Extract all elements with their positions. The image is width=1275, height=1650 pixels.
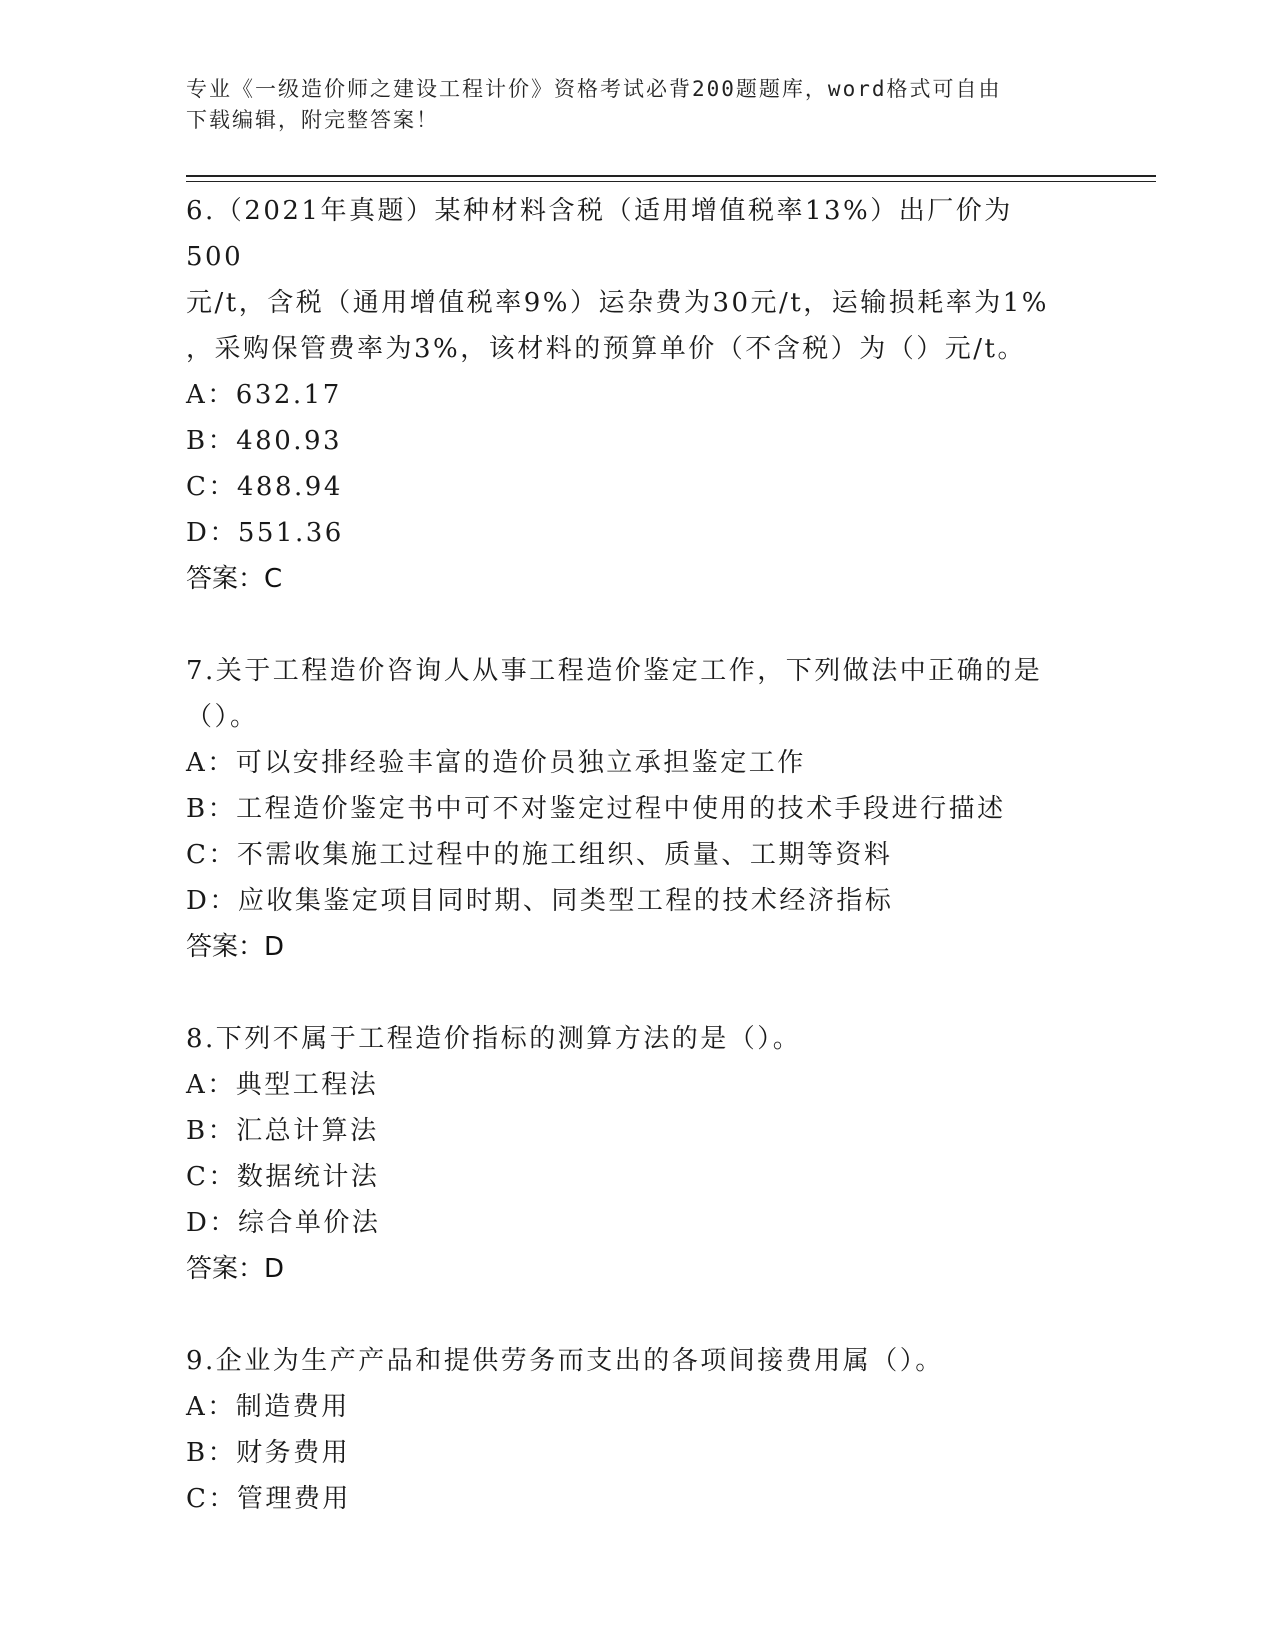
option-a: A：632.17 xyxy=(186,380,342,410)
answer-label: 答案：D xyxy=(186,1254,285,1284)
header-line-2: 下载编辑，附完整答案！ xyxy=(186,108,439,132)
question-list xyxy=(186,188,1066,1522)
option-a: A：制造费用 xyxy=(186,1392,350,1422)
answer-label: 答案：D xyxy=(186,932,285,962)
option-d: D：应收集鉴定项目同时期、同类型工程的技术经济指标 xyxy=(186,886,894,916)
option-c: C：数据统计法 xyxy=(186,1162,380,1192)
question-text-line: 元/t，含税（通用增值税率9%）运杂费为30元/t，运输损耗率为1% xyxy=(186,288,1049,318)
spacer xyxy=(186,602,1066,648)
header-divider-thick xyxy=(186,175,1156,177)
option-c: C：488.94 xyxy=(186,472,343,502)
option-d: D：综合单价法 xyxy=(186,1208,381,1238)
question-7 xyxy=(186,648,1066,970)
question-text-line: （）。 xyxy=(186,702,259,732)
option-a: A：可以安排经验丰富的造价员独立承担鉴定工作 xyxy=(186,748,806,778)
option-b: B：工程造价鉴定书中可不对鉴定过程中使用的技术手段进行描述 xyxy=(186,794,1006,824)
question-text-line: 9.企业为生产产品和提供劳务而支出的各项间接费用属（）。 xyxy=(186,1346,944,1376)
option-b: B：财务费用 xyxy=(186,1438,351,1468)
answer-label: 答案：C xyxy=(186,564,283,594)
question-8 xyxy=(186,1016,1066,1292)
option-d: D：551.36 xyxy=(186,518,344,548)
option-b: B：汇总计算法 xyxy=(186,1116,379,1146)
spacer xyxy=(186,1292,1066,1338)
question-text-line: 8.下列不属于工程造价指标的测算方法的是（）。 xyxy=(186,1024,802,1054)
option-b: B：480.93 xyxy=(186,426,343,456)
header-divider-thin xyxy=(186,181,1156,182)
question-text-line: 6.（2021年真题）某种材料含税（适用增值税率13%）出厂价为500 xyxy=(186,196,1013,272)
spacer xyxy=(186,970,1066,1016)
question-text-line: 7.关于工程造价咨询人从事工程造价鉴定工作，下列做法中正确的是 xyxy=(186,656,1043,686)
question-6 xyxy=(186,188,1066,602)
document-header xyxy=(186,74,1086,136)
option-c: C：管理费用 xyxy=(186,1484,351,1514)
question-text-line: ，采购保管费率为3%，该材料的预算单价（不含税）为（）元/t。 xyxy=(186,334,1026,364)
header-line-1: 专业《一级造价师之建设工程计价》资格考试必背200题题库，word格式可自由 xyxy=(186,77,1002,101)
option-a: A：典型工程法 xyxy=(186,1070,379,1100)
question-9 xyxy=(186,1338,1066,1522)
option-c: C：不需收集施工过程中的施工组织、质量、工期等资料 xyxy=(186,840,893,870)
